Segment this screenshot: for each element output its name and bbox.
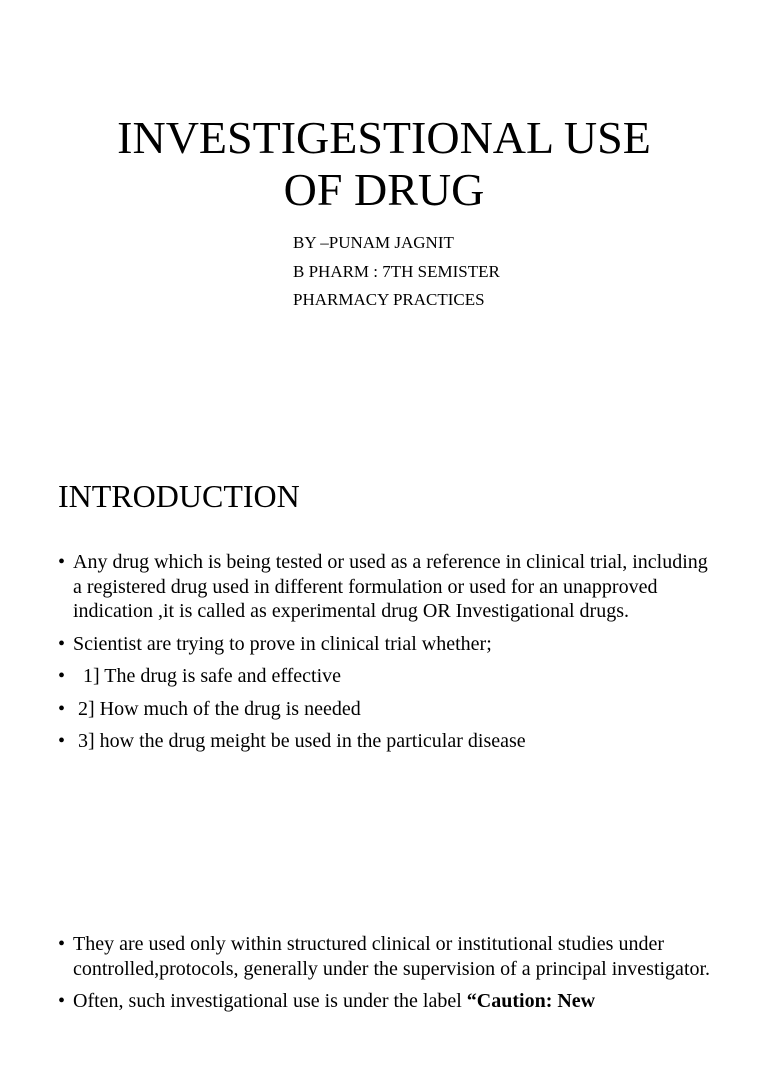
list-item-text: Scientist are trying to prove in clinical trial whether;	[73, 632, 492, 655]
introduction-slide	[0, 440, 768, 880]
list-item	[58, 729, 718, 754]
list-item	[58, 550, 718, 624]
content-slide	[0, 880, 768, 1080]
list-item-text: They are used only within structured clinical or institutional studies under controlled,protocols, generally under the supervision of a principal investigator.	[73, 933, 711, 980]
slide-heading: INTRODUCTION	[58, 478, 300, 514]
list-item	[58, 989, 718, 1014]
list-item	[58, 632, 718, 657]
bullet-icon: •	[58, 933, 66, 955]
list-item-text: Often, such investigational use is under the label	[73, 990, 467, 1012]
slide-title-line-2: OF DRUG	[283, 164, 485, 215]
bullet-icon: •	[58, 632, 66, 655]
list-item-text: Any drug which is being tested or used as a reference in clinical trial, including a registered drug used in different formulation or used for an unapproved indication ,it is called as experimental drug OR Investigational drugs.	[73, 551, 708, 622]
list-item	[58, 664, 718, 689]
slide-title	[0, 112, 768, 216]
bullet-icon: •	[58, 990, 66, 1012]
bullet-list	[58, 550, 718, 762]
bullet-icon: •	[58, 551, 66, 573]
author-byline	[293, 229, 500, 315]
list-item-text: 3] how the drug meight be used in the particular disease	[73, 730, 526, 752]
bullet-icon: •	[58, 697, 66, 720]
bullet-icon: •	[58, 730, 66, 752]
byline-course: B PHARM : 7TH SEMISTER	[293, 261, 500, 281]
bullet-list	[58, 932, 718, 1022]
bullet-icon: •	[58, 665, 66, 687]
list-item	[58, 932, 718, 981]
slide-title-line-1: INVESTIGESTIONAL USE	[117, 112, 651, 163]
list-item-bold-text: “Caution: New	[466, 990, 596, 1012]
title-slide	[0, 0, 768, 440]
list-item-text: 1] The drug is safe and effective	[73, 665, 342, 687]
byline-author: BY –PUNAM JAGNIT	[293, 233, 454, 252]
byline-subject: PHARMACY PRACTICES	[293, 290, 485, 309]
list-item-text: 2] How much of the drug is needed	[73, 697, 361, 720]
list-item	[58, 697, 718, 722]
